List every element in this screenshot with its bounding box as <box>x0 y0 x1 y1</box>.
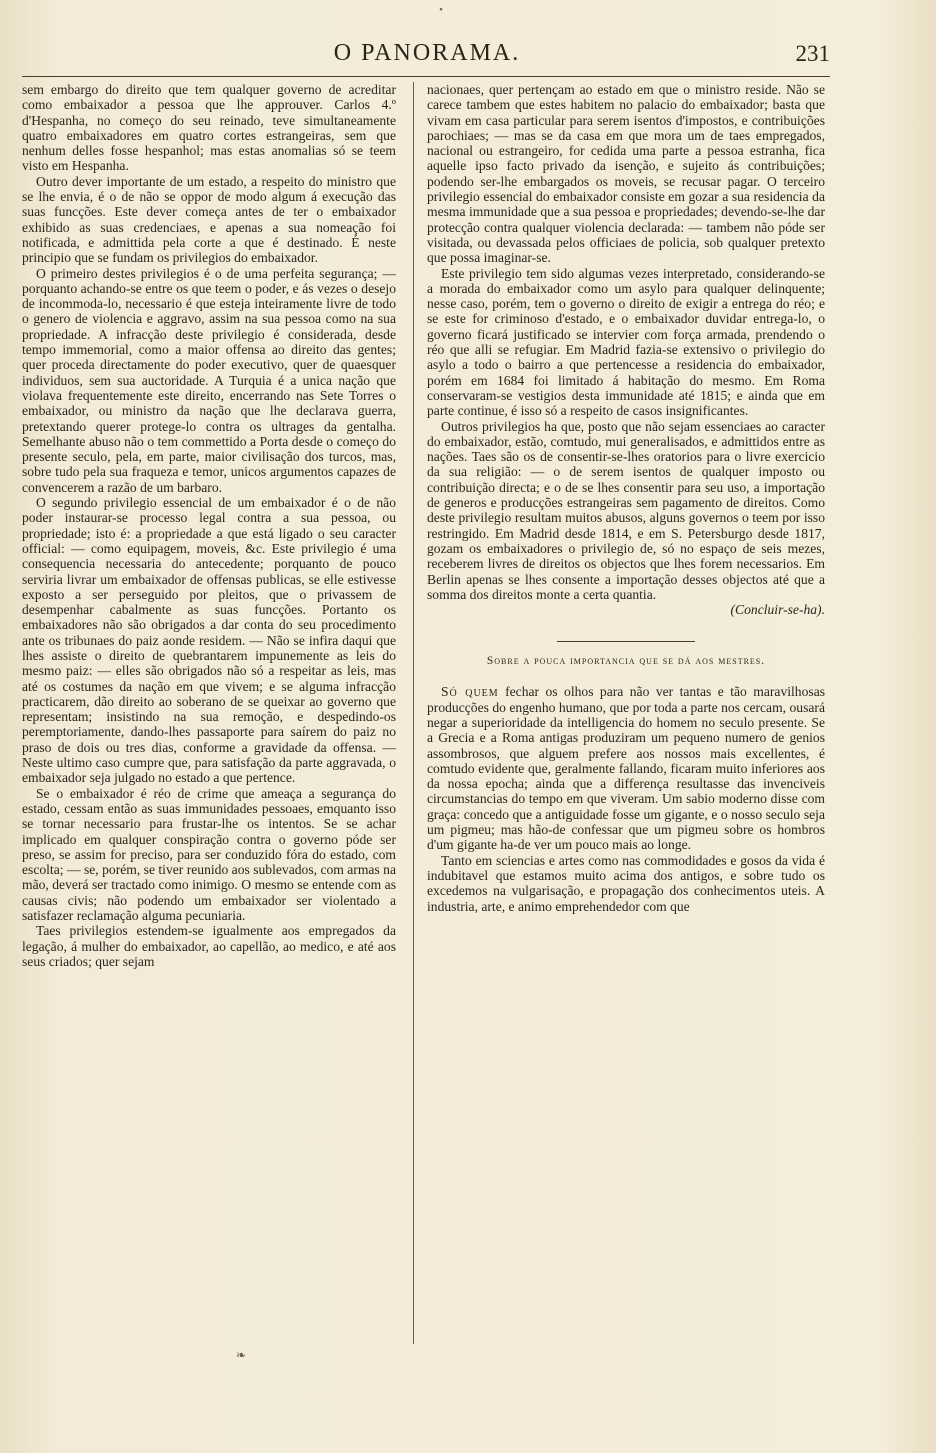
page-number: 231 <box>795 41 830 66</box>
page-header <box>22 40 830 74</box>
paragraph: O segundo privilegio essencial de um embaixador é o de não poder instaurar-se processo legal contra a sua pessoa, ou propriedade; isto é: a propriedade a que está ligado o seu caracter official: — como equipagem, moveis, &c. Este privilegio é uma consequencia necessaria do antecedente; porquanto de pouco serviria livrar um embaixador de offensas publicas, se elle estivesse exposto a ser perseguido por pleitos, que o privassem de desempenhar cabalmente as suas funcções. Portanto os embaixadores não são obrigados a dar conta do seu procedimento ante os tribunaes do paiz aonde residem. — Não se infira daqui que lhes assiste o direito de quebrantarem impunemente as leis do mesmo paiz: — elles são obrigados não só a respeitar as leis, mas até os costumes da nação em que vivem; e se alguma infracção practicarem, dão direito ao soberano de se queixar ao governo que representam; insistindo na sua remoção, e despedindo-os peremptoriamente, dando-lhes passaporte para saírem do paiz no praso de dois ou tres dias, conforme a gravidade da offensa. — Neste ultimo caso cumpre que, para satisfação da parte aggravada, o embaixador seja julgado no estado a que pertence. <box>22 495 396 786</box>
section-paragraph-text: fechar os olhos para não ver tantas e tão maravilhosas producções do engenho humano, que por toda a parte nos cercam, ousará negar a superioridade da intelligencia do homem no seculo presente. Se a Grecia e a Roma antigas produziram um pequeno numero de genios assombrosos, que alguem prefere aos nossos mais excellentes, é comtudo evidente que, geralmente fallando, ficaram muito inferiores aos da nossa epocha; ainda que a differença resultasse das invenciveis circumstancias do tempo em que viveram. Um sabio moderno disse com graça: concedo que a antiguidade fosse um gigante, e o nosso seculo seja um pigmeu; mas hão-de confessar que um pigmeu sobre os hombros d'um gigante ha-de ver um pouco mais ao longe. <box>427 684 826 853</box>
paragraph: Outro dever importante de um estado, a respeito do ministro que se lhe envia, é o de não se oppor de modo algum á execução das suas funcções. Este dever começa antes de ter o embaixador exhibido as suas credenciaes, e apenas a sua nomeação foi notificada, e admittida pela corte a que é destinado. É neste principio que se fundam os privilegios do embaixador. <box>22 173 396 266</box>
right-column <box>427 82 825 914</box>
section-paragraph: Tanto em sciencias e artes como nas commodidades e gosos da vida é indubitavel que estamos muito acima dos antigos, e sobre tudo os excedemos na vulgarisação, e propagação dos conhecimentos uteis. A industria, arte, e animo emprehendedor com que <box>427 852 825 914</box>
section-separator <box>557 641 695 642</box>
paragraph: sem embargo do direito que tem qualquer governo de acreditar como embaixador a pessoa que lhe approuver. Carlos 4.º d'Hespanha, no começo do seu reinado, teve simultaneamente quatro embaixadores em quatro cortes estrangeiras, sem que nenhum delles fosse hespanhol; mas estas anomalias só se teem visto em Hespanha. <box>22 82 396 174</box>
paragraph: nacionaes, quer pertençam ao estado em que o ministro reside. Não se carece tambem que estes habitem no palacio do embaixador; basta que vivam em casa particular para serem isentos d'impostos, e contribuições parochiaes; — mas se da casa em que mora um de taes empregados, nacional ou estrangeiro, for cedida uma parte a pessoa estranha, fica aquelle ipso facto privado da isenção, e sujeito ás contribuições; podendo ser-lhe embargados os moveis, se recusar pagar. O terceiro privilegio essencial do embaixador consiste em gozar a sua residencia da mesma immunidade que a sua pessoa e propriedades; devendo-se-lhe dar protecção contra qualquer violencia declarada: — tambem não póde ser visitada, ou devassada pelos officiaes de policia, sob qualquer pretexto que possa imaginar-se. <box>427 82 825 266</box>
header-rule <box>22 76 830 77</box>
section-first-word: Só quem <box>441 684 499 700</box>
paragraph: O primeiro destes privilegios é o de uma perfeita segurança; — porquanto achando-se entre os que teem o poder, e ás vezes o desejo de incommoda-lo, necessario é que esteja inteiramente livre de todo o genero de violencia e aggravo, assim na sua pessoa como na sua propriedade. A infracção deste privilegio é considerada, desde tempo immemorial, como a maior offensa ao direito das gentes; quer proceda directamente do poder executivo, quer de quaesquer individuos, sem sua auctoridade. A Turquia é a unica nação que violava frequentemente este direito, encerrando nas Sete Torres o embaixador, ou ministro da nação que lhe declarava guerra, pretextando querer protege-lo contra os ultrages da gentalha. Semelhante abuso não o tem commettido a Porta desde o começo do presente seculo, pela, em parte, maior civilisação dos turcos, mas, sobre tudo pela sua fraqueza e temor, unicos argumentos capazes de convencerem a razão de um barbaro. <box>22 265 396 495</box>
left-column <box>22 82 396 969</box>
section-paragraph <box>427 684 825 852</box>
paragraph: Se o embaixador é réo de crime que ameaça a segurança do estado, cessam então as suas immunidades pessoaes, emquanto isso se tornar necessario para frustar-lhe os intentos. Se se achar implicado em qualquer conspiração contra o governo póde ser preso, se assim for preciso, para ser conduzido fóra do estado, com escolta; — se, porém, se tiver reunido aos sublevados, com armas na mão, deverá ser tractado como inimigo. O mesmo se entende com as causas civis; não podendo um embaixador ser violentado a satisfazer reclamação alguma pecuniaria. <box>22 785 396 924</box>
page-title: O PANORAMA. <box>333 40 521 66</box>
paragraph: Outros privilegios ha que, posto que não sejam essenciaes ao caracter do embaixador, estão, comtudo, mui generalisados, e admittidos entre as nações. Taes são os de consentir-se-lhes oratorios para o livre exercicio da sua religião: — o de serem isentos de qualquer imposto ou contribuição directa; e o de se lhes consentir para seu uso, a importação de generos e producções estrangeiras sem pagamento de direitos. Como deste privilegio resultam muitos abusos, alguns governos o teem por isso restringido. Em Madrid desde 1814, e em S. Petersburgo desde 1817, gozam os embaixadores o privilegio de, só no espaço de seis mezes, receberem livres de direitos os objectos que lhes forem necessarios. Em Berlin apenas se lhes consente a importação desses objectos até que a somma dos direitos monte a certa quantia. <box>427 418 825 602</box>
paragraph: Taes privilegios estendem-se igualmente aos empregados da legação, á mulher do embaixador, ao capellão, ao medico, e até aos seus criados; quer sejam <box>22 923 396 969</box>
paragraph: Este privilegio tem sido algumas vezes interpretado, considerando-se a morada do embaixador como um asylo para qualquer delinquente; nesse caso, porém, tem o governo o direito de exigir a entrega do réo; e se este for criminoso d'estado, e o embaixador duvidar entrega-lo, o governo ficará justificado se intervier com força armada, prendendo o réo que alli se refugiar. Em Madrid fazia-se extensivo o privilegio do asylo a todo o bairro a que pertencesse a residencia do embaixador, porém em 1684 foi limitado á habitação do mesmo. Em Roma conservaram-se vestigios desta immunidade até 1815; e ainda que em parte continue, é isso só a respeito de casos insignificantes. <box>427 265 825 419</box>
bottom-ornament: ❧ <box>236 1348 247 1362</box>
section-heading: Sobre a pouca importancia que se dá aos mestres. <box>486 655 766 668</box>
top-ornament: • <box>439 4 443 16</box>
to-be-continued: (Concluir-se-ha). <box>730 602 825 618</box>
column-divider <box>413 82 414 1344</box>
